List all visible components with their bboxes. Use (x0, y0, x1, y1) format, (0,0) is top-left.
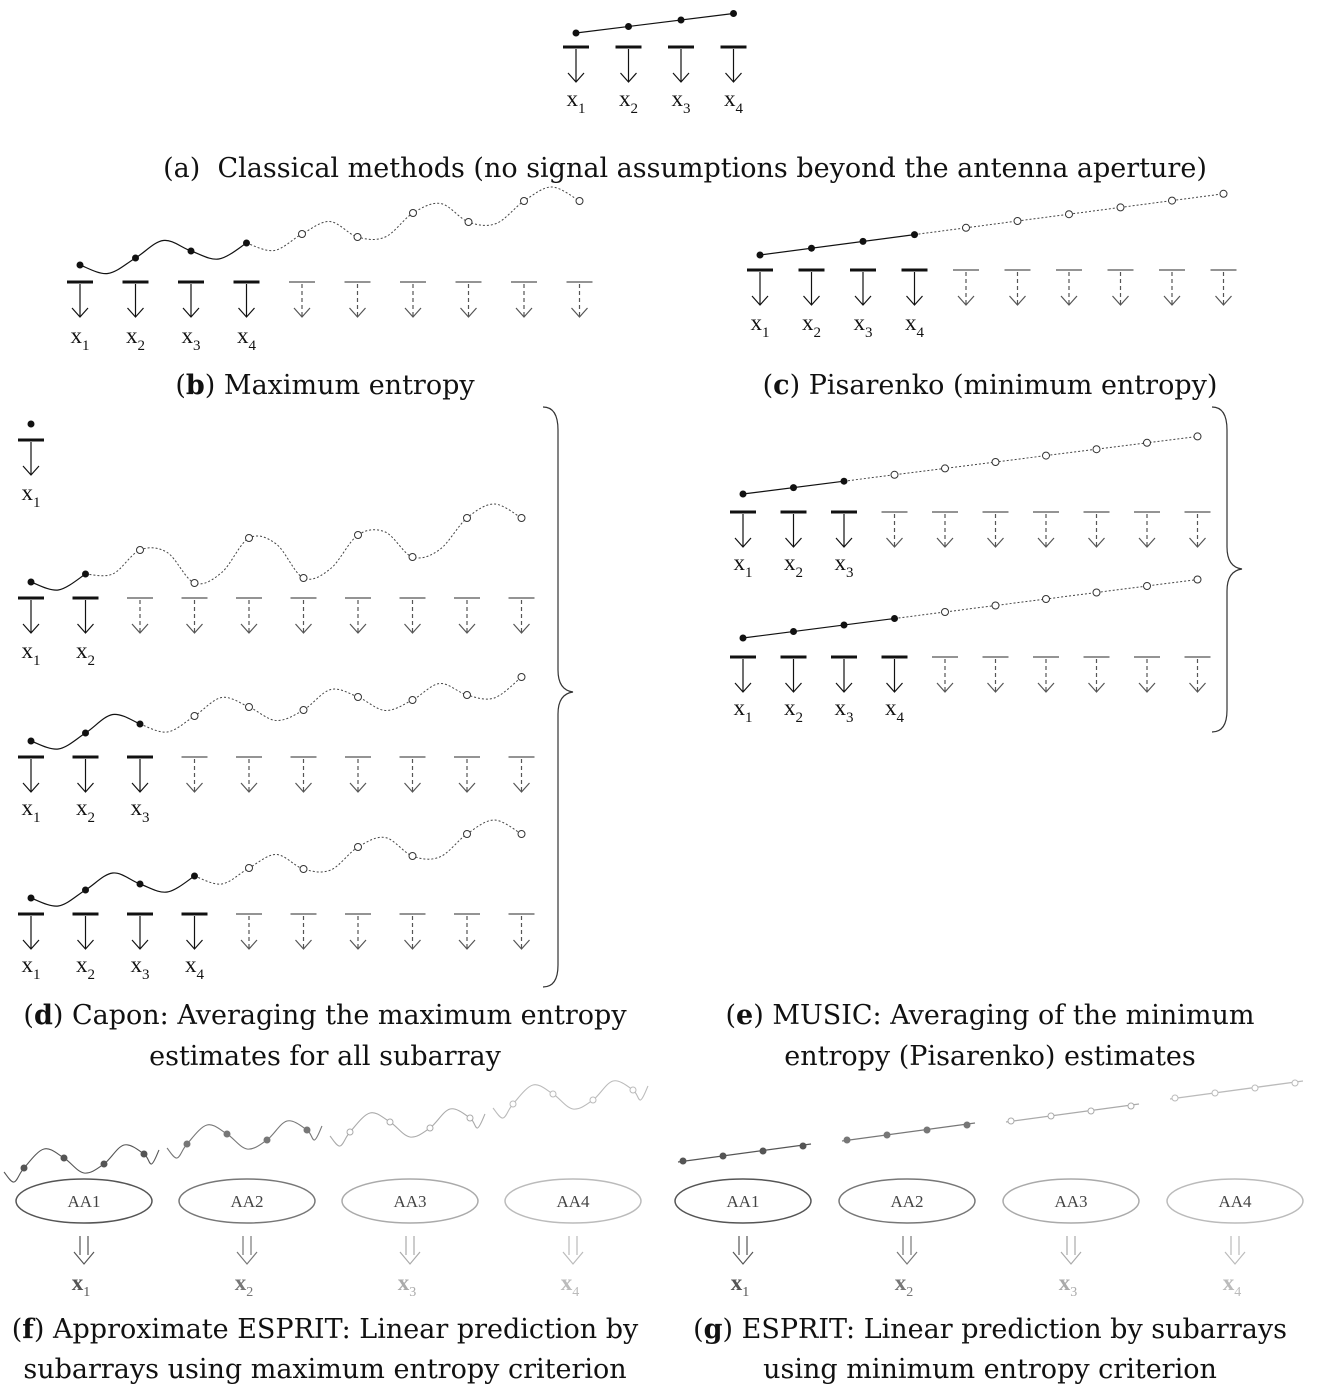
virtual-antenna-element (236, 914, 262, 949)
virtual-antenna-element (454, 914, 480, 949)
signal-line-measured (760, 235, 915, 255)
sample-point-predicted (1066, 211, 1073, 218)
sample-point-predicted (891, 471, 898, 478)
subarray-1 (4, 1145, 159, 1300)
panel-g (675, 1080, 1303, 1300)
caption-e-line2: entropy (Pisarenko) estimates (784, 1041, 1196, 1072)
element-label: $x_1$ (70, 323, 90, 354)
virtual-antenna-element (345, 757, 371, 792)
antenna-element (182, 914, 208, 949)
sample-point-measured (137, 881, 144, 888)
double-arrow-head (733, 1252, 753, 1264)
sample-point-measured (760, 1148, 766, 1154)
virtual-antenna-element (953, 270, 979, 305)
signal-line-measured (576, 14, 734, 34)
element-label: $x_1$ (733, 695, 753, 726)
antenna-element (123, 282, 149, 317)
sample-point-predicted (1292, 1080, 1298, 1086)
element-label: $x_2$ (76, 638, 95, 669)
panel-d-sub4 (18, 820, 535, 983)
sample-point-predicted (1169, 197, 1176, 204)
sample-point-measured (243, 240, 250, 247)
sample-point-measured (800, 1143, 806, 1149)
element-label: $x_1$ (566, 86, 586, 117)
output-label: $x_4$ (1222, 1270, 1242, 1300)
antenna-element (781, 657, 807, 692)
element-label: $x_3$ (834, 695, 854, 726)
sample-point-predicted (1048, 1113, 1054, 1119)
sample-point-predicted (465, 219, 472, 226)
sample-point-measured (61, 1155, 67, 1161)
sample-point-predicted (464, 831, 471, 838)
signal-line (1006, 1104, 1139, 1122)
virtual-antenna-element (456, 282, 482, 317)
element-label: $x_1$ (750, 310, 770, 341)
signal-curve-measured (80, 240, 247, 273)
sample-point-predicted (191, 580, 198, 587)
virtual-antenna-element (932, 657, 958, 692)
sample-point-predicted (590, 1097, 596, 1103)
sample-point-predicted (191, 713, 198, 720)
panel-d-sub3 (18, 674, 535, 827)
antenna-element (616, 47, 642, 82)
element-label: $x_2$ (784, 550, 803, 581)
virtual-antenna-element (1033, 657, 1059, 692)
double-arrow-head (1061, 1252, 1081, 1264)
signal-curve-measured (31, 574, 86, 590)
signal-line (1170, 1081, 1303, 1099)
caption-d-line2: estimates for all subarray (149, 1041, 501, 1072)
sample-point-predicted (518, 831, 525, 838)
sample-point-measured (224, 1131, 230, 1137)
sample-point-predicted (137, 547, 144, 554)
sample-point-predicted (246, 704, 253, 711)
element-label: $x_4$ (885, 695, 904, 726)
sample-point-predicted (355, 694, 362, 701)
sample-point-measured (28, 579, 35, 586)
sample-point-predicted (246, 865, 253, 872)
output-label: $x_2$ (894, 1270, 914, 1300)
virtual-antenna-element (509, 598, 535, 633)
brace-e (1212, 407, 1242, 732)
sample-point-measured (808, 245, 815, 252)
sample-point-measured (884, 1132, 890, 1138)
sample-point-measured (911, 231, 918, 238)
antenna-element (73, 914, 99, 949)
virtual-antenna-element (291, 598, 317, 633)
panel-a (563, 10, 747, 117)
sample-point-predicted (1144, 583, 1151, 590)
caption-g-line2: using minimum entropy criterion (763, 1354, 1217, 1385)
element-label: $x_4$ (185, 952, 204, 983)
sample-point-predicted (992, 459, 999, 466)
virtual-antenna-element (182, 598, 208, 633)
antenna-element (831, 657, 857, 692)
panel-d-sub2 (18, 504, 535, 669)
sample-point-predicted (464, 515, 471, 522)
panel-f (4, 1081, 648, 1300)
antenna-element (831, 512, 857, 547)
antenna-element (178, 282, 204, 317)
virtual-antenna-element (182, 757, 208, 792)
sample-point-predicted (347, 1129, 353, 1135)
antenna-element (799, 270, 825, 305)
element-label: $x_4$ (724, 86, 743, 117)
virtual-antenna-element (511, 282, 537, 317)
virtual-antenna-element (983, 657, 1009, 692)
antenna-element (781, 512, 807, 547)
output-label: $x_3$ (1058, 1270, 1078, 1300)
sample-point-predicted (1014, 218, 1021, 225)
sample-point-measured (101, 1161, 107, 1167)
sample-point-predicted (1144, 439, 1151, 446)
virtual-antenna-element (289, 282, 315, 317)
sample-point-measured (625, 23, 632, 30)
sample-point-predicted (1220, 190, 1227, 197)
sample-point-predicted (1172, 1095, 1178, 1101)
virtual-antenna-element (345, 914, 371, 949)
subarray-2 (839, 1122, 975, 1300)
antenna-element (18, 598, 44, 633)
output-label: $x_1$ (730, 1270, 750, 1300)
element-label: $x_3$ (130, 952, 150, 983)
virtual-antenna-element (509, 914, 535, 949)
sample-point-predicted (550, 1091, 556, 1097)
virtual-antenna-element (1056, 270, 1082, 305)
sample-point-predicted (300, 866, 307, 873)
output-label: $x_1$ (71, 1270, 91, 1300)
subarray-label: AA3 (393, 1192, 427, 1211)
virtual-antenna-element (1185, 512, 1211, 547)
virtual-antenna-element (236, 598, 262, 633)
sample-point-measured (790, 628, 797, 635)
antenna-element (127, 757, 153, 792)
sample-point-measured (82, 730, 89, 737)
subarray-label: AA2 (230, 1192, 264, 1211)
subarray-label: AA2 (890, 1192, 924, 1211)
sample-point-predicted (409, 554, 416, 561)
virtual-antenna-element (236, 757, 262, 792)
sample-point-measured (790, 484, 797, 491)
sample-point-predicted (576, 198, 583, 205)
antenna-element (18, 914, 44, 949)
signal-curve (330, 1109, 485, 1146)
element-label: $x_3$ (834, 550, 854, 581)
sample-point-measured (132, 255, 139, 262)
antenna-element (902, 270, 928, 305)
element-label: $x_4$ (905, 310, 924, 341)
antenna-element (747, 270, 773, 305)
double-arrow-head (1225, 1252, 1245, 1264)
element-label: $x_1$ (21, 952, 41, 983)
signal-curve-measured (31, 873, 195, 906)
virtual-antenna-element (932, 512, 958, 547)
sample-point-predicted (1093, 589, 1100, 596)
sample-point-predicted (300, 575, 307, 582)
antenna-element (850, 270, 876, 305)
virtual-antenna-element (1159, 270, 1185, 305)
virtual-antenna-element (1211, 270, 1237, 305)
caption-g-line1: (g) ESPRIT: Linear prediction by subarrays (693, 1314, 1287, 1345)
sample-point-predicted (942, 465, 949, 472)
sample-point-measured (924, 1127, 930, 1133)
element-label: $x_2$ (619, 86, 638, 117)
virtual-antenna-element (882, 512, 908, 547)
element-label: $x_2$ (76, 795, 95, 826)
sample-point-predicted (1128, 1103, 1134, 1109)
sample-point-measured (21, 1165, 27, 1171)
output-label: $x_3$ (397, 1270, 417, 1300)
sample-point-measured (860, 238, 867, 245)
sample-point-predicted (355, 532, 362, 539)
sample-point-predicted (355, 844, 362, 851)
double-arrow-head (563, 1252, 583, 1264)
element-label: $x_1$ (21, 638, 41, 669)
sample-point-predicted (1117, 204, 1124, 211)
virtual-antenna-element (509, 757, 535, 792)
virtual-antenna-element (345, 598, 371, 633)
sample-point-measured (191, 873, 198, 880)
sample-point-measured (264, 1137, 270, 1143)
sample-point-predicted (963, 224, 970, 231)
virtual-antenna-element (1033, 512, 1059, 547)
sample-point-predicted (1194, 576, 1201, 583)
antenna-element (730, 657, 756, 692)
sample-point-measured (841, 622, 848, 629)
signal-curve (4, 1145, 159, 1182)
virtual-antenna-element (1005, 270, 1031, 305)
sample-point-predicted (409, 697, 416, 704)
sample-point-measured (891, 615, 898, 622)
antenna-element (18, 440, 44, 475)
sample-point-predicted (1252, 1085, 1258, 1091)
output-label: $x_4$ (560, 1270, 580, 1300)
sample-point-measured (844, 1137, 850, 1143)
sample-point-predicted (246, 535, 253, 542)
subarray-4 (1167, 1080, 1303, 1300)
sample-point-predicted (299, 231, 306, 238)
antenna-element (721, 47, 747, 82)
antenna-element (730, 512, 756, 547)
sample-point-predicted (1194, 433, 1201, 440)
caption-c: (c) Pisarenko (minimum entropy) (762, 370, 1218, 401)
double-arrow-head (400, 1252, 420, 1264)
caption-f-line1: (f) Approximate ESPRIT: Linear prediction by (11, 1314, 639, 1345)
signal-curve-extrapolated (86, 504, 522, 584)
subarray-label: AA1 (67, 1192, 101, 1211)
sample-point-measured (82, 887, 89, 894)
virtual-antenna-element (345, 282, 371, 317)
sample-point-measured (188, 248, 195, 255)
virtual-antenna-element (1084, 512, 1110, 547)
element-label: $x_3$ (181, 323, 201, 354)
virtual-antenna-element (127, 598, 153, 633)
element-label: $x_1$ (733, 550, 753, 581)
virtual-antenna-element (1108, 270, 1134, 305)
sample-point-predicted (1093, 446, 1100, 453)
antenna-element (127, 914, 153, 949)
element-label: $x_3$ (130, 795, 150, 826)
virtual-antenna-element (291, 757, 317, 792)
sample-point-predicted (427, 1125, 433, 1131)
subarray-label: AA3 (1054, 1192, 1088, 1211)
sample-point-predicted (518, 674, 525, 681)
caption-b: (b) Maximum entropy (175, 370, 475, 401)
virtual-antenna-element (454, 757, 480, 792)
sample-point-measured (304, 1127, 310, 1133)
panel-e-sub4 (730, 576, 1211, 726)
sample-point-predicted (410, 210, 417, 217)
signal-line-measured (743, 619, 895, 639)
element-label: $x_2$ (802, 310, 821, 341)
sample-point-predicted (521, 198, 528, 205)
sample-point-predicted (467, 1115, 473, 1121)
panel-d (18, 421, 44, 512)
sample-point-measured (841, 478, 848, 485)
double-arrow-head (237, 1252, 257, 1264)
double-arrow-head (897, 1252, 917, 1264)
sample-point-measured (740, 491, 747, 498)
signal-line (678, 1144, 811, 1162)
sample-point-measured (77, 262, 84, 269)
sample-point-measured (757, 252, 764, 259)
output-label: $x_2$ (234, 1270, 254, 1300)
antenna-element (73, 598, 99, 633)
virtual-antenna-element (983, 512, 1009, 547)
sample-point-measured (137, 721, 144, 728)
sample-point-predicted (1008, 1118, 1014, 1124)
sample-point-predicted (409, 853, 416, 860)
double-arrow-head (74, 1252, 94, 1264)
sample-point-measured (28, 421, 35, 428)
sample-point-measured (680, 1158, 686, 1164)
element-label: $x_3$ (671, 86, 691, 117)
caption-d-line1: (d) Capon: Averaging the maximum entropy (23, 1000, 627, 1031)
panel-b (67, 187, 593, 354)
subarray-1 (675, 1143, 811, 1300)
antenna-element (73, 757, 99, 792)
sample-point-predicted (1088, 1108, 1094, 1114)
sample-point-predicted (300, 707, 307, 714)
sample-point-measured (573, 30, 580, 37)
virtual-antenna-element (400, 757, 426, 792)
element-label: $x_2$ (76, 952, 95, 983)
antenna-element (234, 282, 260, 317)
sample-point-measured (28, 738, 35, 745)
sample-point-predicted (464, 692, 471, 699)
sample-point-predicted (1212, 1090, 1218, 1096)
signal-curve-extrapolated (140, 677, 522, 732)
caption-f-line2: subarrays using maximum entropy criterion (23, 1354, 627, 1385)
sample-point-measured (28, 895, 35, 902)
sample-point-measured (740, 635, 747, 642)
subarray-label: AA4 (1218, 1192, 1252, 1211)
element-label: $x_1$ (21, 795, 41, 826)
sample-point-measured (678, 17, 685, 24)
signal-curve (493, 1081, 648, 1118)
antenna-element (18, 757, 44, 792)
sample-point-measured (964, 1122, 970, 1128)
virtual-antenna-element (1084, 657, 1110, 692)
caption-a: (a) Classical methods (no signal assumptions beyond the antenna aperture) (163, 153, 1207, 184)
signal-curve-extrapolated (247, 187, 580, 251)
virtual-antenna-element (1134, 512, 1160, 547)
sample-point-measured (184, 1141, 190, 1147)
sample-point-predicted (354, 234, 361, 241)
sample-point-predicted (630, 1087, 636, 1093)
subarray-2 (167, 1121, 322, 1300)
virtual-antenna-element (400, 282, 426, 317)
virtual-antenna-element (454, 598, 480, 633)
signal-line (842, 1123, 975, 1141)
subarray-4 (493, 1081, 648, 1300)
sample-point-predicted (1043, 596, 1050, 603)
element-label: $x_2$ (784, 695, 803, 726)
sample-point-measured (730, 10, 737, 17)
signal-curve-extrapolated (195, 820, 522, 884)
sample-point-measured (720, 1153, 726, 1159)
element-label: $x_2$ (126, 323, 145, 354)
element-label: $x_3$ (853, 310, 873, 341)
antenna-element (67, 282, 93, 317)
virtual-antenna-element (567, 282, 593, 317)
subarray-label: AA4 (556, 1192, 590, 1211)
sample-point-predicted (387, 1119, 393, 1125)
virtual-antenna-element (1134, 657, 1160, 692)
subarray-3 (330, 1109, 485, 1300)
sample-point-measured (141, 1151, 147, 1157)
antenna-element (563, 47, 589, 82)
sample-point-measured (82, 571, 89, 578)
virtual-antenna-element (1185, 657, 1211, 692)
panel-c (747, 190, 1237, 341)
subarray-3 (1003, 1103, 1139, 1300)
antenna-element (882, 657, 908, 692)
virtual-antenna-element (291, 914, 317, 949)
virtual-antenna-element (400, 598, 426, 633)
sample-point-predicted (992, 602, 999, 609)
element-label: $x_4$ (237, 323, 256, 354)
element-label: $x_1$ (21, 480, 41, 511)
virtual-antenna-element (400, 914, 426, 949)
caption-e-line1: (e) MUSIC: Averaging of the minimum (725, 1000, 1255, 1031)
sample-point-predicted (510, 1101, 516, 1107)
antenna-element (668, 47, 694, 82)
sample-point-predicted (518, 515, 525, 522)
brace-d (543, 407, 573, 987)
sample-point-predicted (942, 609, 949, 616)
subarray-label: AA1 (726, 1192, 760, 1211)
panel-e-sub3 (730, 433, 1211, 581)
sample-point-predicted (1043, 452, 1050, 459)
signal-curve (167, 1121, 322, 1158)
